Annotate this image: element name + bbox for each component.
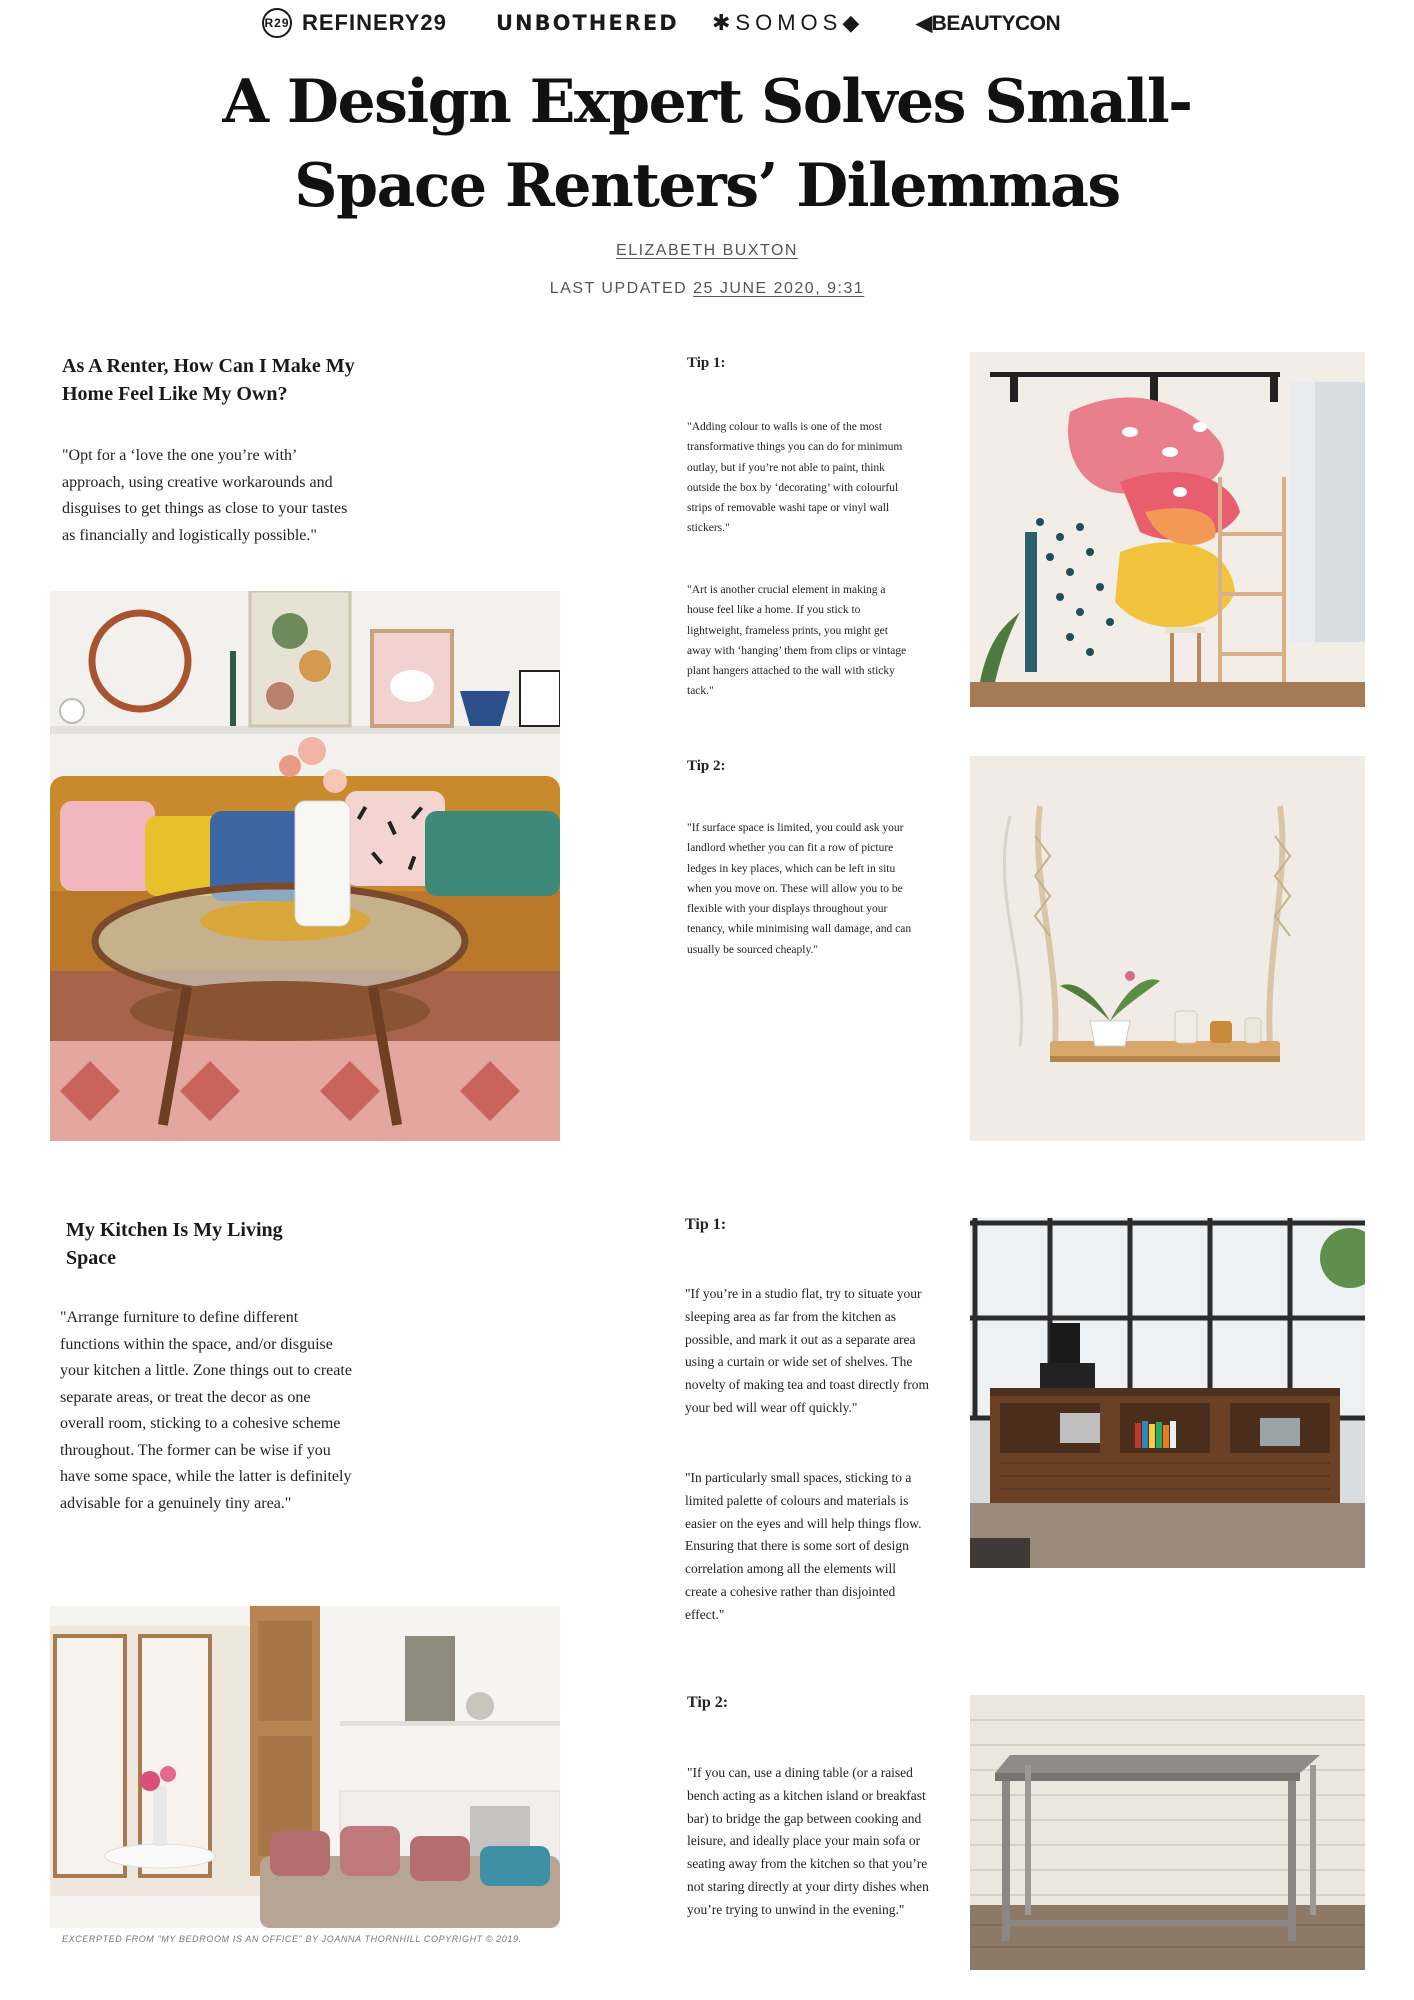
section1-tip1-text2: "Art is another crucial element in making a house feel like a home. If you stick to lightweight, frameless prints, you might get away with ‘hanging’ them from clips or vintage plant hangers attached to the wall with sticky tack." <box>687 584 907 698</box>
refinery29-label: REFINERY29 <box>302 10 447 35</box>
last-updated-date[interactable]: 25 JUNE 2020, 9:31 <box>693 280 865 297</box>
brand-bar <box>0 0 1414 48</box>
console-table-image <box>970 1695 1365 1970</box>
last-updated-label: LAST UPDATED <box>549 280 688 297</box>
section1-tip1-text: "Adding colour to walls is one of the most transformative things you can do for minimum outlay, but if you’re not able to paint, think outside the box by ‘decorating’ with colourful strips of removable washi tape or vinyl wall stickers." <box>687 421 903 535</box>
section1-quote: "Opt for a ‘love the one you’re with’ approach, using creative workarounds and disguises to get things as close to your tastes as financially and logistically possible." <box>62 447 348 544</box>
unbothered-link[interactable]: UNBOTHERED <box>496 11 679 35</box>
section2-tip1-text2: "In particularly small spaces, sticking to a limited palette of colours and materials is easier on the eyes and will help things flow. Ensuring that there is some sort of design correlation among all the elements will create a cohesive rather than disjointed effect." <box>685 1470 922 1622</box>
wall-mural-image <box>970 352 1365 707</box>
refinery29-logo-icon: R29 <box>262 8 292 38</box>
section2-tip2-text: "If you can, use a dining table (or a raised bench acting as a kitchen island or breakfast bar) to bridge the gap between cooking and leisure, and ideally place your main sofa or seating away from the kitchen so that you’re not staring directly at your dirty dishes when you’re trying to unwind in the evening." <box>687 1765 929 1917</box>
beautycon-link[interactable]: ◀BEAUTYCON <box>916 11 1061 35</box>
section1-tip1-label: Tip 1: <box>687 355 726 371</box>
section2-tip2-label: Tip 2: <box>687 1694 729 1711</box>
refinery29-link[interactable] <box>262 8 447 38</box>
section2-heading: My Kitchen Is My Living Space <box>66 1219 283 1269</box>
section1-tip2-label: Tip 2: <box>687 758 726 774</box>
somos-link[interactable]: ✱SOMOS◆ <box>712 10 865 35</box>
author-byline <box>0 242 1414 260</box>
section2-tip1-text: "If you’re in a studio flat, try to situate your sleeping area as far from the kitchen as possible, and mark it out as a separate area using a curtain or wide set of shelves. The novelty of making tea and toast directly from your bed will wear off quickly." <box>685 1286 930 1415</box>
last-updated <box>0 280 1414 298</box>
image-caption: EXCERPTED FROM "MY BEDROOM IS AN OFFICE" BY JOANNA THORNHILL COPYRIGHT © 2019. <box>62 1934 522 1944</box>
page-title: A Design Expert Solves Small-Space Renters’ Dilemmas <box>222 67 1192 221</box>
kitchen-living-image <box>50 1606 560 1928</box>
section2-tip1-label: Tip 1: <box>685 1216 727 1233</box>
studio-tv-unit-image <box>970 1218 1365 1568</box>
author-link[interactable]: ELIZABETH BUXTON <box>616 242 798 259</box>
section2-quote: "Arrange furniture to define different functions within the space, and/or disguise your kitchen a little. Zone things out to create separate areas, or treat the decor as one overall room, sticking to a cohesive scheme throughout. The former can be wise if you have some space, while the latter is definitely advisable for a genuinely tiny area." <box>60 1309 352 1512</box>
section1-tip2-text: "If surface space is limited, you could ask your landlord whether you can fit a row of picture ledges in key places, which can be left in situ when you move on. These will allow you to be flexible with your displays throughout your tenancy, while minimising wall damage, and can usually be sourced cheaply." <box>687 822 912 956</box>
hanging-shelf-image <box>970 756 1365 1141</box>
living-room-image <box>50 591 560 1141</box>
section1-heading: As A Renter, How Can I Make My Home Feel Like My Own? <box>62 355 355 405</box>
